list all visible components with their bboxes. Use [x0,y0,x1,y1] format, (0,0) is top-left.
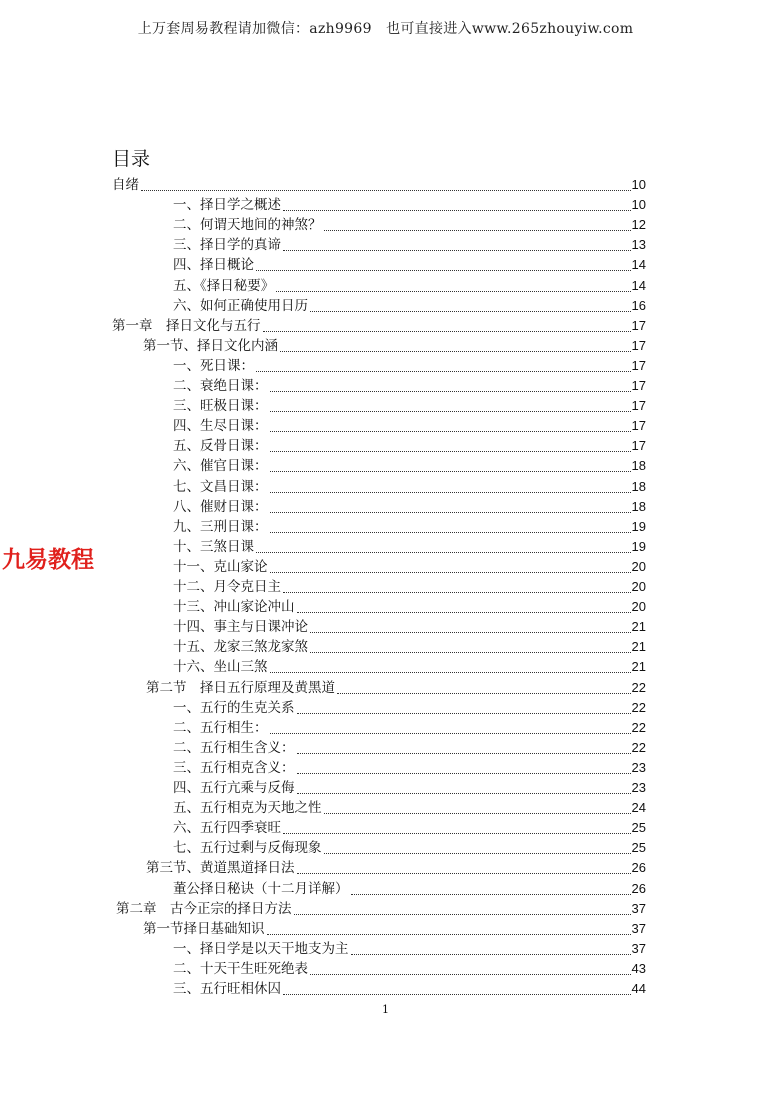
toc-dot-leader [270,390,631,392]
toc-entry[interactable] [143,335,646,355]
toc-entry-title: 第一章 择日文化与五行 [112,317,261,334]
toc-entry-page: 26 [631,880,646,896]
toc-entry-page: 44 [631,981,646,996]
toc-entry-page: 17 [631,357,646,373]
toc-entry[interactable] [146,677,646,697]
toc-entry[interactable] [173,234,646,254]
toc-dot-leader [297,712,631,714]
toc-entry-title: 六、五行四季衰旺 [173,820,281,837]
toc-entry-title: 十四、事主与日课冲论 [173,619,308,636]
toc-entry[interactable] [112,174,646,194]
toc-entry-title: 九、三刑日课： [173,518,268,535]
toc-entry[interactable] [173,737,646,757]
toc-dot-leader [297,792,631,794]
toc-dot-leader [270,571,631,573]
toc-dot-leader [256,551,631,553]
toc-entry[interactable] [173,878,646,898]
toc-entry[interactable] [146,857,646,877]
toc-entry-page: 17 [631,337,646,353]
toc-dot-leader [141,189,631,191]
toc-dot-leader [324,852,631,854]
toc-entry-page: 23 [631,759,646,775]
toc-entry-title: 二、五行相生： [173,719,268,736]
toc-entry-title: 第一节、择日文化内涵 [143,337,278,354]
toc-entry-title: 一、择日学之概述 [173,197,281,214]
toc-entry-title: 十六、坐山三煞 [173,659,268,676]
toc-entry[interactable] [173,978,646,998]
toc-entry-page: 17 [631,398,646,414]
toc-entry[interactable] [173,355,646,375]
toc-entry-page: 17 [631,418,646,434]
toc-entry-title: 十三、冲山家论冲山 [173,599,295,616]
toc-dot-leader [256,269,631,271]
toc-entry-title: 自绪 [112,177,139,193]
toc-entry-title: 八、催财日课： [173,498,268,515]
toc-dot-leader [270,491,631,493]
toc-entry[interactable] [173,415,646,435]
toc-entry-title: 二、何谓天地间的神煞？ [173,217,322,234]
toc-entry[interactable] [173,556,646,576]
toc-entry-title: 十二、月令克日主 [173,579,281,595]
toc-dot-leader [294,913,631,915]
toc-entry-page: 22 [631,679,646,695]
toc-title: 目录 [112,148,151,170]
watermark: 九易教程 [2,547,94,573]
toc-dot-leader [324,812,631,814]
toc-entry[interactable] [173,275,646,295]
toc-entry[interactable] [173,697,646,717]
toc-entry-title: 四、择日概论 [173,257,254,274]
toc-dot-leader [297,611,631,613]
toc-entry-title: 四、五行亢乘与反侮 [173,780,295,796]
toc-dot-leader [270,410,631,412]
toc-entry[interactable] [173,576,646,596]
toc-dot-leader [337,692,631,694]
toc-entry-title: 五、《择日秘要》 [173,277,275,294]
toc-entry-title: 一、死日课： [173,357,254,374]
toc-entry[interactable] [173,656,646,676]
toc-entry[interactable] [173,616,646,636]
toc-dot-leader [256,370,631,372]
toc-entry-page: 37 [631,940,646,956]
toc-entry-page: 18 [631,478,646,494]
toc-entry-page: 21 [631,639,646,655]
toc-entry-page: 12 [631,217,646,233]
toc-entry[interactable] [173,636,646,656]
toc-dot-leader [351,893,631,895]
toc-entry[interactable] [173,435,646,455]
toc-dot-leader [276,290,630,292]
toc-entry-page: 22 [631,699,646,715]
toc-entry[interactable] [173,757,646,777]
toc-dot-leader [270,511,631,513]
toc-entry-page: 17 [631,438,646,454]
toc-dot-leader [310,973,631,975]
toc-entry-page: 20 [631,558,646,574]
toc-entry-title: 十一、克山家论 [173,558,268,575]
toc-entry[interactable] [112,315,646,335]
toc-entry-page: 17 [631,378,646,393]
toc-dot-leader [270,470,631,472]
toc-entry[interactable] [173,476,646,496]
toc-entry[interactable] [173,837,646,857]
toc-entry[interactable] [173,717,646,737]
toc-entry-page: 18 [631,498,646,514]
toc-entry-title: 十五、龙家三煞龙家煞 [173,639,308,656]
toc-dot-leader [351,953,631,955]
toc-entry-title: 二、十天干生旺死绝表 [173,960,308,977]
toc-entry-title: 一、择日学是以天干地支为主 [173,940,349,957]
toc-entry-page: 23 [631,780,646,795]
toc-dot-leader [270,430,631,432]
toc-dot-leader [283,832,631,834]
toc-entry-title: 二、五行相生含义： [173,739,295,756]
toc-dot-leader [280,350,631,352]
toc-entry[interactable] [173,295,646,315]
toc-dot-leader [283,209,631,211]
toc-entry-page: 26 [631,860,646,876]
toc-entry-title: 七、文昌日课： [173,478,268,495]
toc-entry-title: 董公择日秘诀（十二月详解） [173,880,349,897]
toc-entry-title: 二、衰绝日课： [173,378,268,394]
toc-entry[interactable] [116,898,646,918]
toc-entry-title: 第三节、黄道黑道择日法 [146,860,295,877]
toc-entry-title: 一、五行的生克关系 [173,699,295,716]
toc-entry-title: 四、生尽日课： [173,418,268,435]
toc-entry-page: 43 [631,960,646,976]
toc-dot-leader [270,450,631,452]
toc-entry[interactable] [173,536,646,556]
toc-dot-leader [283,993,631,995]
toc-dot-leader [270,531,631,533]
toc-entry[interactable] [173,958,646,978]
toc-entry-title: 五、反骨日课： [173,438,268,455]
toc-entry[interactable] [173,777,646,797]
toc-entry[interactable] [173,938,646,958]
toc-entry-page: 22 [631,739,646,755]
page-number: 1 [382,1003,389,1016]
toc-entry-page: 20 [631,579,646,594]
toc-entry-title: 第二节 择日五行原理及黄黑道 [146,679,335,696]
toc-entry[interactable] [173,516,646,536]
toc-entry[interactable] [173,455,646,475]
toc-entry-title: 三、择日学的真谛 [173,237,281,254]
toc-entry-page: 37 [631,900,646,916]
toc-entry-title: 三、旺极日课： [173,398,268,415]
toc-entry-page: 14 [631,277,646,293]
toc-dot-leader [310,310,631,312]
toc-entry[interactable] [173,817,646,837]
toc-entry-page: 22 [631,719,646,735]
toc-entry-title: 六、如何正确使用日历 [173,297,308,314]
toc-entry-page: 24 [631,800,646,816]
toc-dot-leader [297,772,631,774]
toc-dot-leader [297,872,631,874]
toc-dot-leader [310,631,631,633]
toc-dot-leader [263,330,631,332]
toc-entry-page: 19 [631,518,646,534]
toc-entry[interactable] [173,254,646,274]
toc-entry[interactable] [173,496,646,516]
toc-entry-title: 六、催官日课： [173,458,268,475]
toc-entry[interactable] [173,596,646,616]
toc-entry-page: 37 [631,920,646,936]
toc-dot-leader [297,752,631,754]
toc-entry-page: 13 [631,237,646,253]
toc-dot-leader [310,651,631,653]
toc-entry-title: 第二章 古今正宗的择日方法 [116,900,292,917]
toc-entry-title: 七、五行过剩与反侮现象 [173,840,322,857]
toc-entry-title: 第一节择日基础知识 [143,920,265,937]
toc-entry-title: 三、五行相克含义： [173,759,295,776]
toc-entry[interactable] [173,395,646,415]
toc-dot-leader [283,249,631,251]
toc-entry[interactable] [173,214,646,234]
toc-dot-leader [270,732,631,734]
toc-entry-page: 25 [631,840,646,856]
page-header: 上万套周易教程请加微信：azh9969 也可直接进入www.265zhouyiw.com [137,21,634,37]
toc-entry-page: 20 [631,599,646,615]
toc-entry-page: 10 [631,177,646,192]
toc-entry-title: 三、五行旺相休囚 [173,981,281,997]
toc-entry-page: 17 [631,317,646,333]
toc-dot-leader [267,933,631,935]
toc-entry-page: 19 [631,538,646,554]
toc-entry-page: 10 [631,197,646,213]
toc-entry-page: 18 [631,458,646,474]
toc-entry-page: 25 [631,820,646,836]
toc-entry-page: 14 [631,257,646,273]
toc-entry[interactable] [173,797,646,817]
toc-entry[interactable] [173,194,646,214]
toc-entry-title: 五、五行相克为天地之性 [173,800,322,817]
toc-entry-page: 21 [631,659,646,675]
toc-entry[interactable] [173,375,646,395]
toc-dot-leader [270,671,631,673]
toc-entry-title: 十、三煞日课 [173,538,254,555]
toc-entry[interactable] [143,918,646,938]
toc-dot-leader [324,229,631,231]
toc-entry-page: 16 [631,297,646,313]
toc-dot-leader [283,591,631,593]
toc-entry-page: 21 [631,619,646,635]
